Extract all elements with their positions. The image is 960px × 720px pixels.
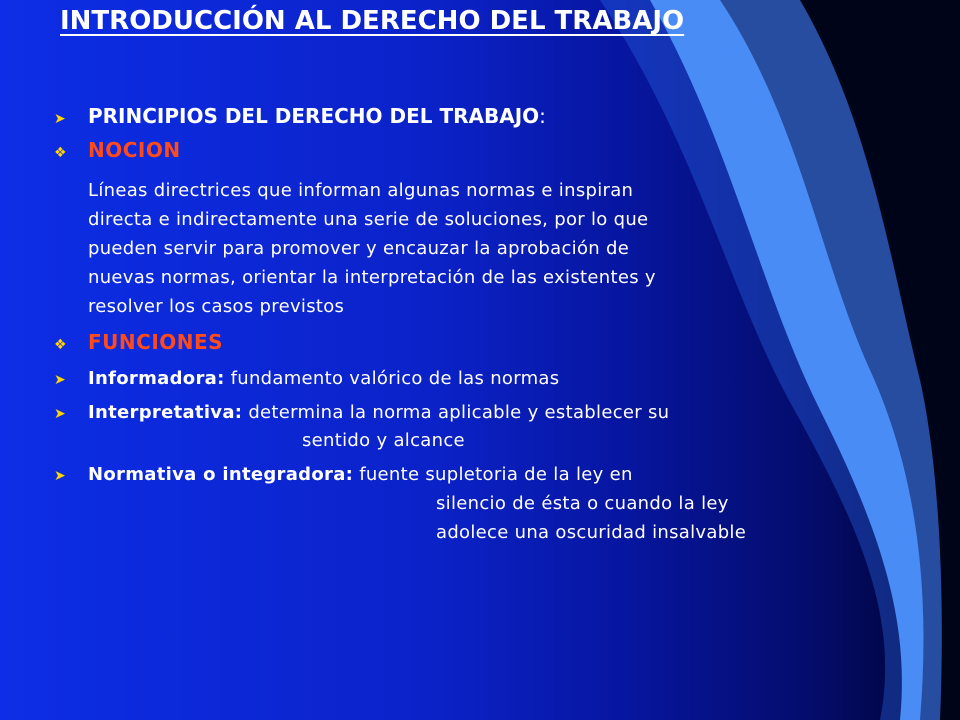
list-item-informadora (54, 368, 559, 389)
list-item-interpretativa (54, 402, 669, 423)
item-desc: determina la norma aplicable y establecer su (248, 402, 670, 423)
nocion-line: resolver los casos previstos (88, 296, 345, 317)
page-title: INTRODUCCIÓN AL DERECHO DEL TRABAJO (60, 6, 685, 36)
arrow-bullet-icon: ➤ (54, 111, 66, 127)
heading-principios (54, 104, 546, 128)
section-funciones (54, 330, 223, 354)
nocion-label: NOCION (88, 138, 181, 162)
nocion-line: directa e indirectamente una serie de soluciones, por lo que (88, 209, 649, 230)
heading-colon: : (539, 104, 546, 128)
arrow-bullet-icon: ➤ (54, 372, 67, 388)
funciones-label: FUNCIONES (88, 330, 224, 354)
item-desc-continuation: adolece una oscuridad insalvable (436, 522, 747, 543)
item-term: Informadora: (88, 368, 225, 389)
nocion-paragraph (88, 176, 848, 321)
section-nocion (54, 138, 181, 162)
item-desc-continuation: silencio de ésta o cuando la ley (436, 493, 729, 514)
nocion-line: nuevas normas, orientar la interpretación de las existentes y (88, 267, 656, 288)
diamond-bullet-icon: ❖ (54, 337, 67, 353)
arrow-bullet-icon: ➤ (54, 468, 67, 484)
list-item-normativa (54, 464, 633, 485)
arrow-bullet-icon: ➤ (54, 406, 67, 422)
item-desc: fuente supletoria de la ley en (359, 464, 633, 485)
item-term: Normativa o integradora: (88, 464, 354, 485)
nocion-line: pueden servir para promover y encauzar la aprobación de (88, 238, 630, 259)
item-term: Interpretativa: (88, 402, 243, 423)
item-desc-continuation: sentido y alcance (302, 430, 465, 451)
heading-text: PRINCIPIOS DEL DERECHO DEL TRABAJO (88, 104, 540, 128)
nocion-line: Líneas directrices que informan algunas normas e inspiran (88, 180, 634, 201)
item-desc: fundamento valórico de las normas (230, 368, 560, 389)
diamond-bullet-icon: ❖ (54, 145, 67, 161)
